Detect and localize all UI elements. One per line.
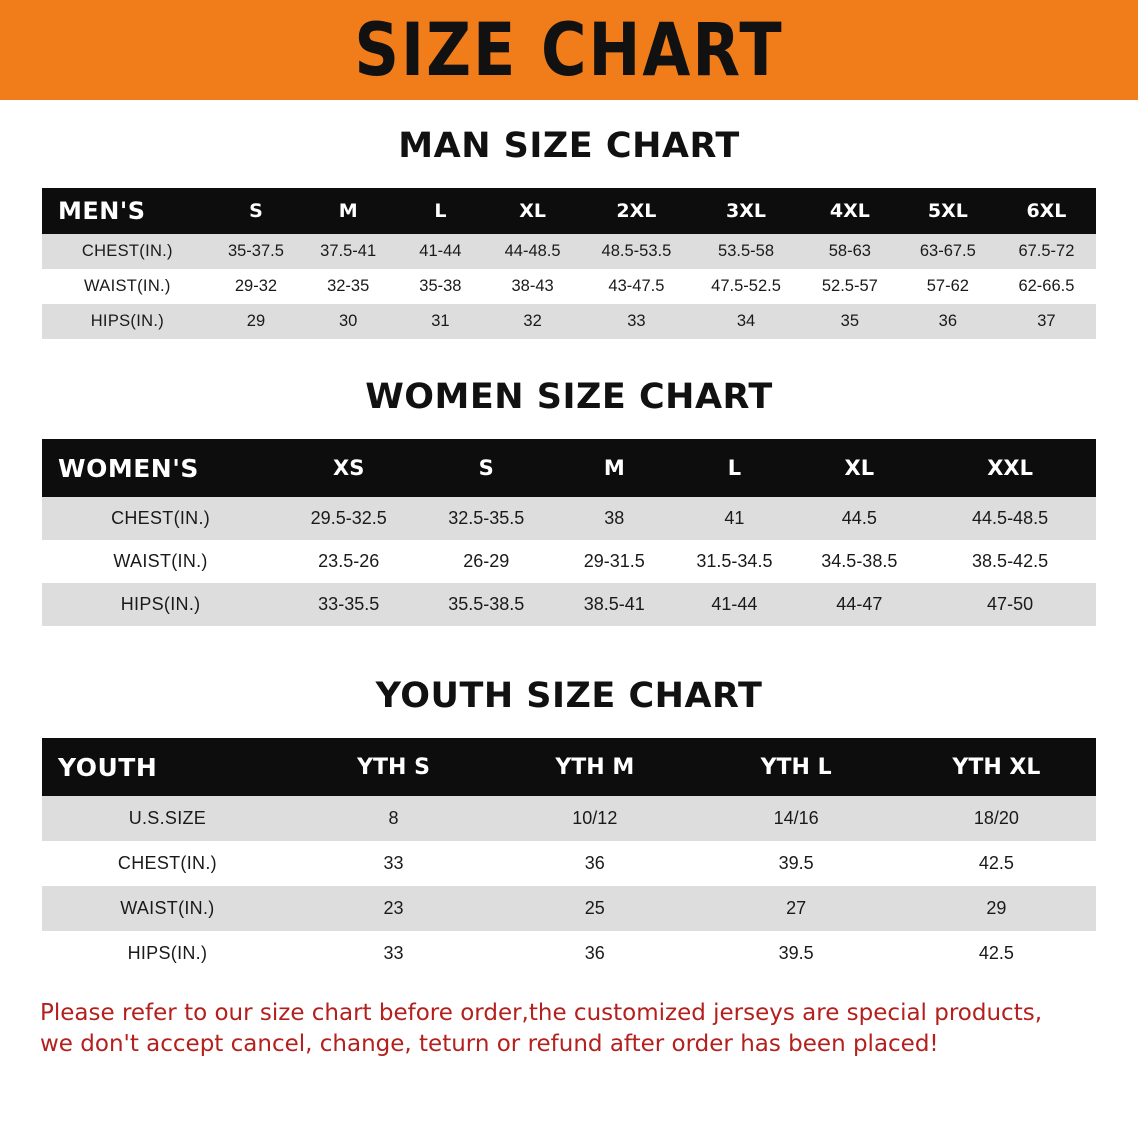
women-header-cell: XS	[333, 456, 365, 480]
women-cell: 38.5-42.5	[972, 551, 1049, 571]
man-cell: 35-37.5	[227, 242, 284, 260]
women-cell: 41	[724, 508, 745, 528]
youth-cell: 39.5	[778, 853, 814, 873]
man-header-cell: 5XL	[927, 200, 968, 222]
man-cell: 31	[431, 312, 450, 330]
women-cell: 33-35.5	[318, 594, 380, 614]
man-cell: 62-66.5	[1018, 277, 1075, 295]
women-cell: 38	[604, 508, 625, 528]
man-header-cell: 6XL	[1026, 200, 1067, 222]
women-cell: 47-50	[987, 594, 1034, 614]
man-header-cell: S	[249, 200, 263, 222]
youth-size-table	[42, 738, 1096, 976]
youth-cell: 27	[786, 898, 807, 918]
women-cell: 41-44	[711, 594, 758, 614]
youth-cell: 23	[383, 898, 404, 918]
man-row-label: WAIST(IN.)	[84, 277, 171, 295]
women-section-title: WOMEN SIZE CHART	[365, 377, 773, 417]
women-cell: 29-31.5	[583, 551, 645, 571]
man-cell: 38-43	[511, 277, 554, 295]
man-size-table	[42, 188, 1096, 339]
youth-cell: 36	[584, 943, 605, 963]
women-cell: 35.5-38.5	[448, 594, 525, 614]
man-header-cell: XL	[519, 200, 546, 222]
man-cell: 43-47.5	[608, 277, 665, 295]
youth-cell: 42.5	[978, 853, 1014, 873]
youth-header-cell: YTH XL	[952, 754, 1041, 780]
women-header-cell: XL	[844, 456, 875, 480]
table-row	[42, 841, 1096, 886]
women-table-header-row	[42, 439, 1096, 497]
youth-cell: 33	[383, 853, 404, 873]
man-cell: 36	[938, 312, 958, 330]
man-cell: 29	[246, 312, 266, 330]
youth-cell: 42.5	[978, 943, 1014, 963]
man-cell: 32-35	[327, 277, 370, 295]
women-header-cell: M	[603, 456, 625, 480]
youth-cell: 25	[584, 898, 605, 918]
youth-table-header-row	[42, 738, 1096, 796]
man-header-cell: MEN'S	[58, 197, 146, 225]
women-cell: 23.5-26	[318, 551, 380, 571]
man-cell: 58-63	[828, 242, 871, 260]
man-cell: 37.5-41	[320, 242, 377, 260]
women-cell: 44.5-48.5	[972, 508, 1049, 528]
youth-cell: 8	[388, 808, 399, 828]
youth-header-cell: YTH S	[357, 754, 430, 780]
man-cell: 30	[338, 312, 358, 330]
man-cell: 32	[523, 312, 542, 330]
youth-row-label: HIPS(IN.)	[127, 943, 208, 963]
man-cell: 67.5-72	[1018, 242, 1075, 260]
women-cell: 31.5-34.5	[696, 551, 773, 571]
man-row-label: CHEST(IN.)	[81, 242, 173, 260]
youth-row-label: WAIST(IN.)	[120, 898, 215, 918]
man-cell: 41-44	[419, 242, 462, 260]
table-row	[42, 931, 1096, 976]
man-cell: 53.5-58	[718, 242, 774, 260]
women-cell: 38.5-41	[583, 594, 645, 614]
youth-table-wrapper	[42, 738, 1096, 976]
policy-note-line-1: Please refer to our size chart before order,the customized jerseys are special products,	[40, 1000, 1043, 1026]
women-header-cell: L	[727, 456, 742, 480]
man-cell: 47.5-52.5	[711, 277, 781, 295]
man-header-cell: M	[338, 200, 358, 222]
youth-cell: 36	[584, 853, 605, 873]
youth-cell: 10/12	[572, 808, 618, 828]
women-header-cell: S	[478, 456, 494, 480]
man-cell: 44-48.5	[504, 242, 561, 260]
page-title: SIZE CHART	[354, 6, 784, 93]
women-cell: 44-47	[836, 594, 883, 614]
table-row	[42, 234, 1096, 269]
youth-header-cell: YTH M	[555, 754, 635, 780]
youth-section-title: YOUTH SIZE CHART	[375, 676, 763, 716]
man-header-cell: 3XL	[726, 200, 767, 222]
youth-cell: 14/16	[773, 808, 819, 828]
man-cell: 63-67.5	[919, 242, 976, 260]
youth-row-label: U.S.SIZE	[128, 808, 207, 828]
man-cell: 52.5-57	[821, 277, 878, 295]
youth-header-cell: YTH L	[760, 754, 832, 780]
women-size-table	[42, 439, 1096, 626]
women-table-wrapper	[42, 439, 1096, 626]
women-header-cell: XXL	[987, 456, 1033, 480]
man-cell: 48.5-53.5	[601, 242, 672, 260]
women-cell: 32.5-35.5	[448, 508, 525, 528]
man-header-cell: L	[434, 200, 447, 222]
women-cell: 34.5-38.5	[821, 551, 898, 571]
man-cell: 35	[840, 312, 860, 330]
table-row	[42, 269, 1096, 304]
women-cell: 29.5-32.5	[310, 508, 387, 528]
youth-row-label: CHEST(IN.)	[117, 853, 217, 873]
man-section-title: MAN SIZE CHART	[398, 126, 740, 166]
women-row-label: CHEST(IN.)	[111, 508, 211, 528]
policy-note	[40, 998, 1098, 1060]
youth-header-cell: YOUTH	[58, 752, 158, 782]
man-cell: 37	[1037, 312, 1056, 330]
youth-cell: 29	[986, 898, 1007, 918]
youth-cell: 33	[383, 943, 404, 963]
man-cell: 35-38	[419, 277, 462, 295]
women-cell: 44.5	[841, 508, 877, 528]
women-row-label: HIPS(IN.)	[120, 594, 201, 614]
youth-cell: 39.5	[778, 943, 814, 963]
table-row	[42, 497, 1096, 540]
man-cell: 57-62	[926, 277, 969, 295]
table-row	[42, 540, 1096, 583]
women-row-label: WAIST(IN.)	[113, 551, 208, 571]
table-row	[42, 583, 1096, 626]
man-cell: 29-32	[234, 277, 278, 295]
man-table-wrapper	[42, 188, 1096, 339]
man-header-cell: 2XL	[616, 200, 657, 222]
policy-note-line-2: we don't accept cancel, change, teturn or refund after order has been placed!	[40, 1031, 939, 1058]
youth-cell: 18/20	[973, 808, 1019, 828]
women-cell: 26-29	[463, 551, 510, 571]
table-row	[42, 886, 1096, 931]
table-row	[42, 304, 1096, 339]
man-cell: 33	[627, 312, 646, 330]
page-banner	[0, 0, 1138, 100]
table-row	[42, 796, 1096, 841]
man-row-label: HIPS(IN.)	[90, 312, 165, 330]
man-header-cell: 4XL	[829, 200, 870, 222]
man-table-header-row	[42, 188, 1096, 234]
women-header-cell: WOMEN'S	[58, 453, 199, 483]
man-cell: 34	[736, 312, 756, 330]
